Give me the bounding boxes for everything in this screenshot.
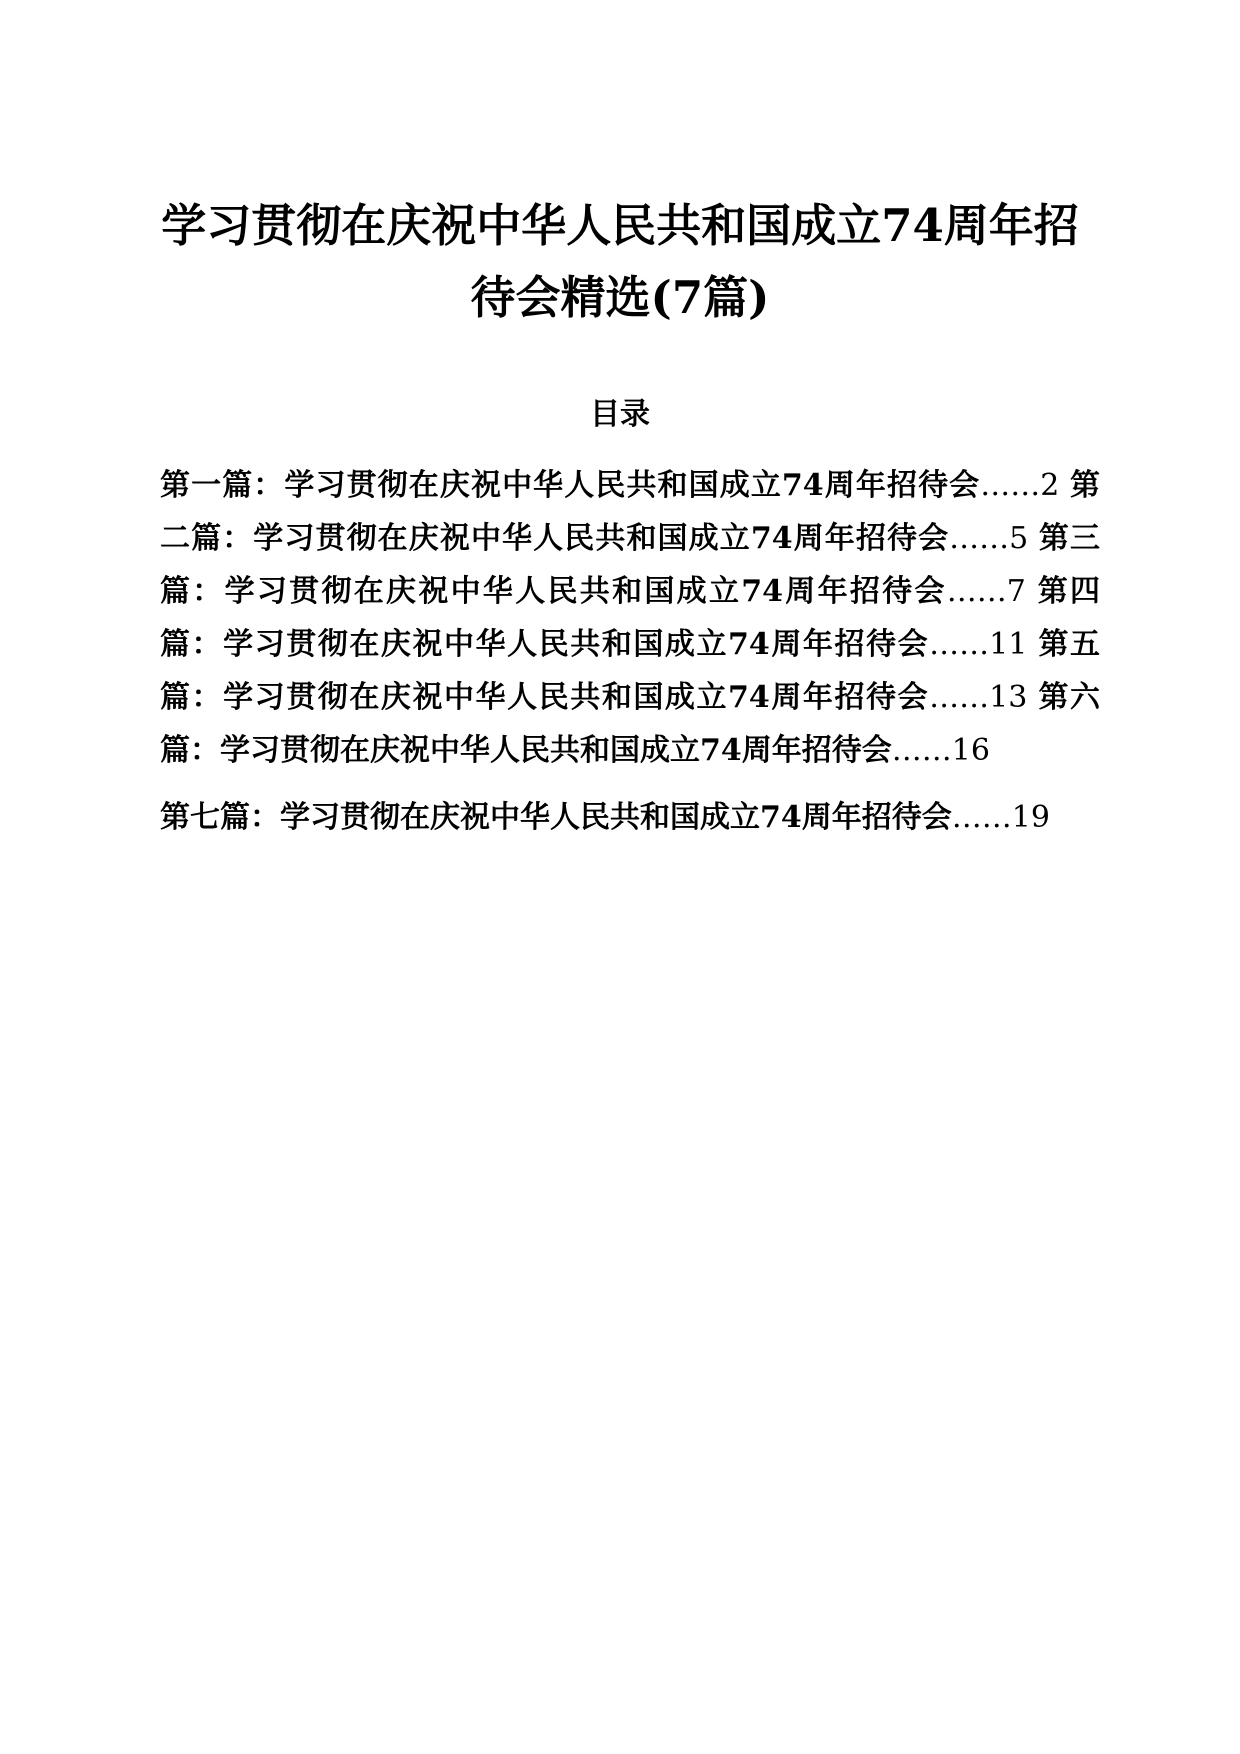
table-of-contents (160, 459, 1100, 844)
toc-entry-page-number: 16 (951, 733, 990, 768)
toc-entry-leader: …… (946, 574, 1007, 609)
toc-entry-label: 第二篇：学习贯彻在庆祝中华人民共和国成立74周年招待会 (160, 468, 1100, 556)
toc-entry-label: 第七篇：学习贯彻在庆祝中华人民共和国成立74周年招待会 (160, 800, 952, 835)
toc-entry[interactable] (160, 800, 1050, 835)
toc-entry-leader: …… (929, 627, 990, 662)
document-title: 学习贯彻在庆祝中华人民共和国成立74周年招待会精选(7篇) (161, 199, 1079, 324)
toc-entry-leader: …… (929, 680, 990, 715)
toc-entry-leader: …… (951, 800, 1012, 835)
toc-entry[interactable] (160, 468, 1059, 503)
toc-entry-leader: …… (949, 521, 1010, 556)
toc-paragraph (160, 459, 1100, 777)
toc-entry-label: 第三篇：学习贯彻在庆祝中华人民共和国成立74周年招待会 (160, 521, 1101, 609)
toc-entry-page-number: 11 (989, 627, 1028, 662)
toc-entry-label: 第四篇：学习贯彻在庆祝中华人民共和国成立74周年招待会 (160, 574, 1101, 662)
toc-entry-page-number: 7 (1006, 574, 1026, 609)
toc-entry-label: 第五篇：学习贯彻在庆祝中华人民共和国成立74周年招待会 (160, 627, 1101, 715)
toc-entry-leader: …… (891, 733, 952, 768)
toc-entry-leader: …… (980, 468, 1041, 503)
toc-entry-label: 第一篇：学习贯彻在庆祝中华人民共和国成立74周年招待会 (160, 468, 981, 503)
toc-entry-page-number: 13 (989, 680, 1028, 715)
toc-paragraph (160, 791, 1100, 844)
toc-entry-label: 第六篇：学习贯彻在庆祝中华人民共和国成立74周年招待会 (160, 680, 1101, 768)
toc-heading: 目录 (590, 397, 650, 432)
toc-entry-page-number: 5 (1009, 521, 1029, 556)
toc-entry-page-number: 2 (1040, 468, 1060, 503)
toc-entry-page-number: 19 (1011, 800, 1050, 835)
